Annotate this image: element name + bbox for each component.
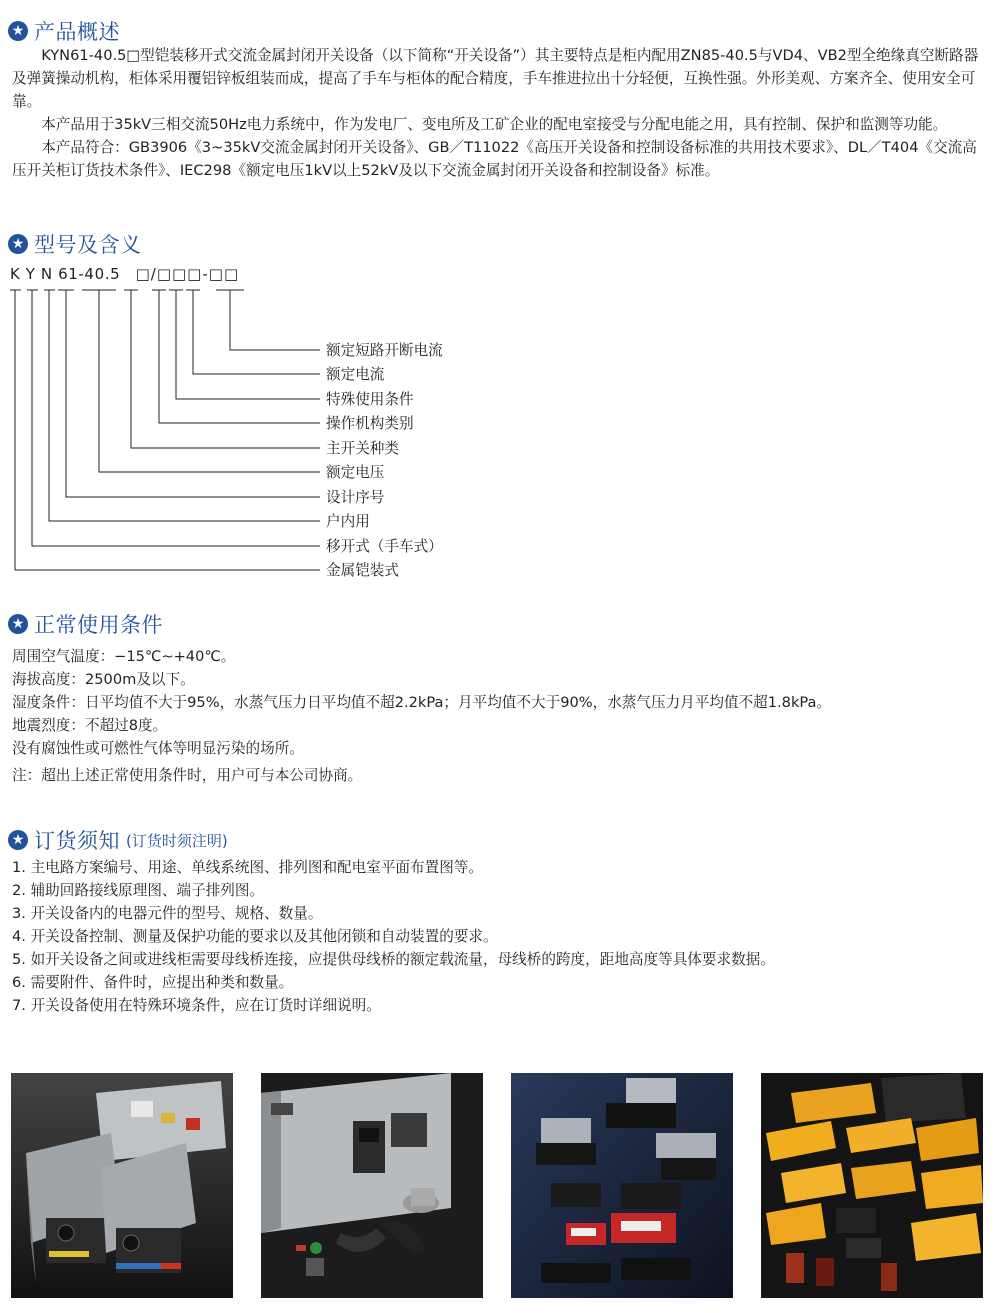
ordering-item: 4. 开关设备控制、测量及保护功能的要求以及其他闭锁和自动装置的要求。 <box>12 928 498 945</box>
ordering-item: 1. 主电路方案编号、用途、单线系统图、排列图和配电室平面布置图等。 <box>12 859 483 876</box>
tree-label: 额定电流 <box>326 366 385 383</box>
model-code-suffix: □/□□□-□□ <box>135 265 240 283</box>
tree-label: 户内用 <box>326 513 370 530</box>
tree-label: 操作机构类别 <box>326 415 414 432</box>
star-icon <box>8 614 28 634</box>
section-title-overview: ★ 产品概述 <box>8 16 120 46</box>
tree-label: 额定电压 <box>326 464 385 481</box>
product-photo-chassis-parts <box>261 1073 483 1298</box>
model-code-prefix: K Y N 61-40.5 <box>10 265 121 283</box>
product-photo-drawer-units <box>11 1073 233 1298</box>
ordering-item: 7. 开关设备使用在特殊环境条件，应在订货时详细说明。 <box>12 997 381 1014</box>
conditions-note: 注：超出上述正常使用条件时，用户可与本公司协商。 <box>12 767 363 784</box>
section-title-model: ★ 型号及含义 <box>8 229 142 259</box>
leader-3 <box>176 290 320 399</box>
ordering-list <box>12 856 988 1017</box>
star-icon <box>8 830 28 850</box>
section-title-ordering: ★ 订货须知 (订货时须注明) <box>8 825 228 855</box>
tree-label: 移开式（手车式） <box>326 538 443 555</box>
tree-label: 设计序号 <box>326 489 385 506</box>
overview-text <box>12 44 988 182</box>
model-code <box>10 265 239 283</box>
overview-paragraph: 本产品用于35kV三相交流50Hz电力系统中，作为发电厂、变电所及工矿企业的配电室接受与分配电能之用，具有控制、保护和监测等功能。 <box>41 116 948 133</box>
overview-paragraph: 本产品符合：GB3906《3~35kV交流金属封闭开关设备》、GB／T11022《高压开关设备和控制设备标准的共用技术要求》、DL／T404《交流高压开关柜订货技术条件》、IEC298《额定电压1kV以上52kV及以下交流金属封闭开关设备和控制设备》标准。 <box>12 139 977 179</box>
condition-item: 湿度条件：日平均值不大于95%，水蒸气压力日平均值不超2.2kPa；月平均值不大于90%，水蒸气压力月平均值不超1.8kPa。 <box>12 694 832 711</box>
tree-label: 额定短路开断电流 <box>326 342 443 359</box>
product-photo-insulators <box>761 1073 983 1298</box>
conditions-list <box>12 645 988 787</box>
leader-10 <box>15 290 320 570</box>
leader-4 <box>159 290 320 423</box>
leader-1 <box>230 290 320 350</box>
condition-item: 海拔高度：2500m及以下。 <box>12 671 195 688</box>
section-title-conditions: ★ 正常使用条件 <box>8 609 163 639</box>
condition-item: 周围空气温度：−15℃~+40℃。 <box>12 648 236 665</box>
tree-label: 金属铠装式 <box>326 562 399 579</box>
condition-item: 地震烈度：不超过8度。 <box>12 717 168 734</box>
ordering-item: 6. 需要附件、备件时，应提出种类和数量。 <box>12 974 294 991</box>
overview-paragraph: KYN61-40.5□型铠装移开式交流金属封闭开关设备（以下简称“开关设备”）其主要特点是柜内配用ZN85-40.5与VD4、VB2型全绝缘真空断路器及弹簧操动机构，柜体采用覆铝锌板组装而成，提高了手车与柜体的配合精度，手车推进拉出十分轻便，互换性强。外形美观、方案齐全、使用安全可靠。 <box>12 47 979 110</box>
ordering-item: 2. 辅助回路接线原理图、端子排列图。 <box>12 882 265 899</box>
leader-8 <box>49 290 320 521</box>
tree-label: 特殊使用条件 <box>326 391 414 408</box>
leader-2 <box>193 290 320 374</box>
ordering-item: 3. 开关设备内的电器元件的型号、规格、数量。 <box>12 905 323 922</box>
star-icon <box>8 21 28 41</box>
product-photo-terminal-blocks <box>511 1073 733 1298</box>
tree-label: 主开关种类 <box>326 440 399 457</box>
star-icon <box>8 234 28 254</box>
leader-6 <box>99 290 320 472</box>
condition-item: 没有腐蚀性或可燃性气体等明显污染的场所。 <box>12 740 304 757</box>
ordering-item: 5. 如开关设备之间或进线柜需要母线桥连接，应提供母线桥的额定载流量，母线桥的跨度，距地高度等具体要求数据。 <box>12 951 775 968</box>
